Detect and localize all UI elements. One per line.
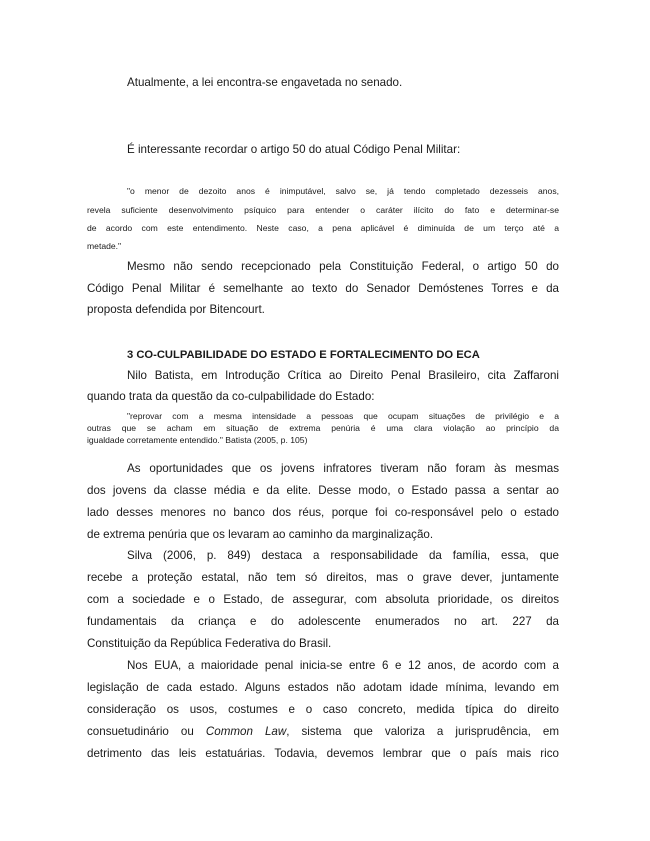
- quote-codigo-penal-militar-line-1: "o menor de dezoito anos é inimputável, salvo se, já tendo completado dezesseis anos,: [127, 186, 559, 196]
- paragraph-silva-line-3: com a sociedade e o Estado, de assegurar, com absoluta prioridade, os direitos: [87, 593, 559, 606]
- quote-batista-line-1: "reprovar com a mesma intensidade a pessoas que ocupam situações de privilégio e a: [127, 411, 559, 421]
- paragraph-recepcionado-line-1: Mesmo não sendo recepcionado pela Constituição Federal, o artigo 50 do: [127, 260, 559, 273]
- paragraph-silva-line-1: Silva (2006, p. 849) destaca a responsabilidade da família, essa, que: [127, 549, 559, 562]
- paragraph-oportunidades-line-4: de extrema penúria que os levaram ao caminho da marginalização.: [87, 528, 434, 541]
- paragraph-silva-line-2: recebe a proteção estatal, não tem só direitos, mas o grave dever, juntamente: [87, 571, 559, 584]
- paragraph-eua-line-3: consideração os usos, costumes e o caso concreto, medida típica do direito: [87, 703, 559, 716]
- paragraph-nilo-batista-line-1: Nilo Batista, em Introdução Crítica ao Direito Penal Brasileiro, cita Zaffaroni: [127, 369, 559, 382]
- common-law-term: Common Law: [205, 725, 287, 738]
- paragraph-oportunidades-line-1: As oportunidades que os jovens infratores tiveram não foram às mesmas: [127, 462, 559, 475]
- paragraph-recepcionado-line-2: Código Penal Militar é semelhante ao texto do Senador Demóstenes Torres e da: [87, 282, 559, 295]
- paragraph-eua-line-4: [87, 725, 559, 739]
- quote-codigo-penal-militar-line-3: de acordo com este entendimento. Neste caso, a pena aplicável é diminuída de um terço até a: [87, 223, 559, 233]
- paragraph-oportunidades-line-3: lado desses menores no banco dos réus, porque foi co-responsável pelo o estado: [87, 506, 559, 519]
- quote-batista-line-3: igualdade corretamente entendido." Batista (2005, p. 105): [87, 435, 308, 445]
- quote-codigo-penal-militar-line-4: metade.": [87, 241, 122, 251]
- paragraph-eua-line-2: legislação de cada estado. Alguns estados não adotam idade mínima, levando em: [87, 681, 559, 694]
- paragraph-artigo-50: É interessante recordar o artigo 50 do atual Código Penal Militar:: [127, 143, 461, 156]
- paragraph-recepcionado-line-3: proposta defendida por Bitencourt.: [87, 303, 265, 316]
- paragraph-nilo-batista-line-2: quando trata da questão da co-culpabilidade do Estado:: [87, 390, 375, 403]
- quote-batista-line-2: outras que se acham em situação de extrema penúria é uma clara violação ao princípio da: [87, 423, 559, 433]
- paragraph-eua-line-1: Nos EUA, a maioridade penal inicia-se entre 6 e 12 anos, de acordo com a: [127, 659, 559, 672]
- paragraph-oportunidades-line-2: dos jovens da classe média e da elite. Desse modo, o Estado passa a sentar ao: [87, 484, 559, 497]
- eua-line-4-text-pre: consuetudinário ou: [87, 725, 206, 738]
- paragraph-eua-line-5: detrimento das leis estatuárias. Todavia, devemos lembrar que o país mais rico: [87, 747, 559, 760]
- eua-line-4-text-post: , sistema que valoriza a jurisprudência, em: [286, 725, 559, 738]
- paragraph-silva-line-4: fundamentais da criança e do adolescente enumerados no art. 227 da: [87, 615, 559, 628]
- quote-codigo-penal-militar-line-2: revela suficiente desenvolvimento psíquico para entender o caráter ilícito do fato e determinar-se: [87, 205, 559, 215]
- section-heading: 3 CO-CULPABILIDADE DO ESTADO E FORTALECIMENTO DO ECA: [127, 349, 480, 361]
- paragraph-lei-engavetada: Atualmente, a lei encontra-se engavetada no senado.: [127, 76, 403, 89]
- paragraph-silva-line-5: Constituição da República Federativa do Brasil.: [87, 637, 332, 650]
